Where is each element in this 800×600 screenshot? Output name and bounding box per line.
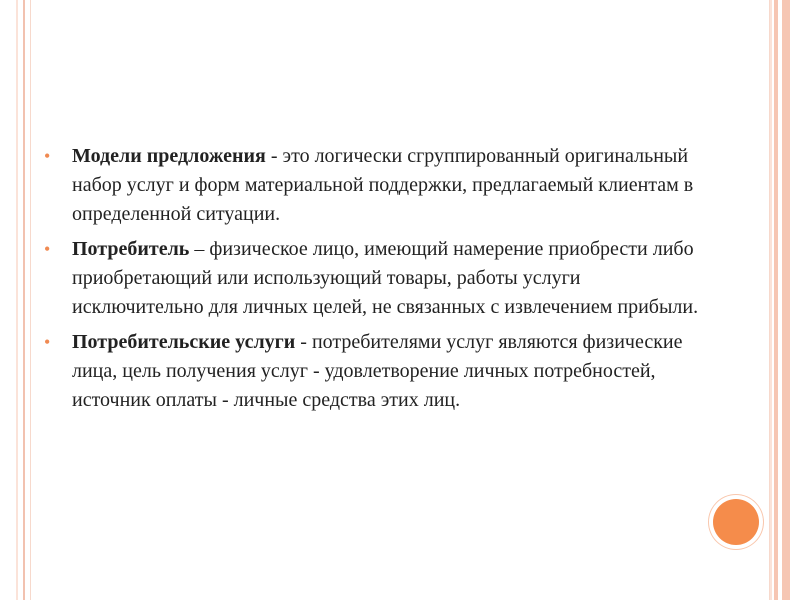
bullet-item-consumer (44, 235, 704, 322)
bullet-item-offer-models (44, 142, 704, 229)
bullet-item-consumer-services (44, 328, 704, 415)
orange-circle-decoration (713, 499, 759, 545)
term-offer-models: Модели предложения (72, 145, 266, 167)
bullet-icon: • (44, 239, 51, 259)
definition-consumer-services: - потребителями услуг являются физические лица, цель получения услуг - удовлетворение личных потребностей, источник оплаты - личные средства этих лиц. (72, 331, 683, 411)
bullet-icon: • (44, 146, 51, 166)
left-decoration (0, 0, 22, 600)
definition-consumer: – физическое лицо, имеющий намерение приобрести либо приобретающий или использующий товары, работы услуги исключительно для личных целей, не связанных с извлечением прибыли. (72, 238, 699, 318)
definition-offer-models: - это логически сгруппированный оригинальный набор услуг и форм материальной поддержки, предлагаемый клиентам в определенной ситуации. (72, 145, 694, 225)
term-consumer: Потребитель (72, 238, 190, 260)
right-decoration-stripes (770, 0, 800, 600)
bullet-icon: • (44, 332, 51, 352)
slide-content (44, 142, 704, 421)
term-consumer-services: Потребительские услуги (72, 331, 296, 353)
